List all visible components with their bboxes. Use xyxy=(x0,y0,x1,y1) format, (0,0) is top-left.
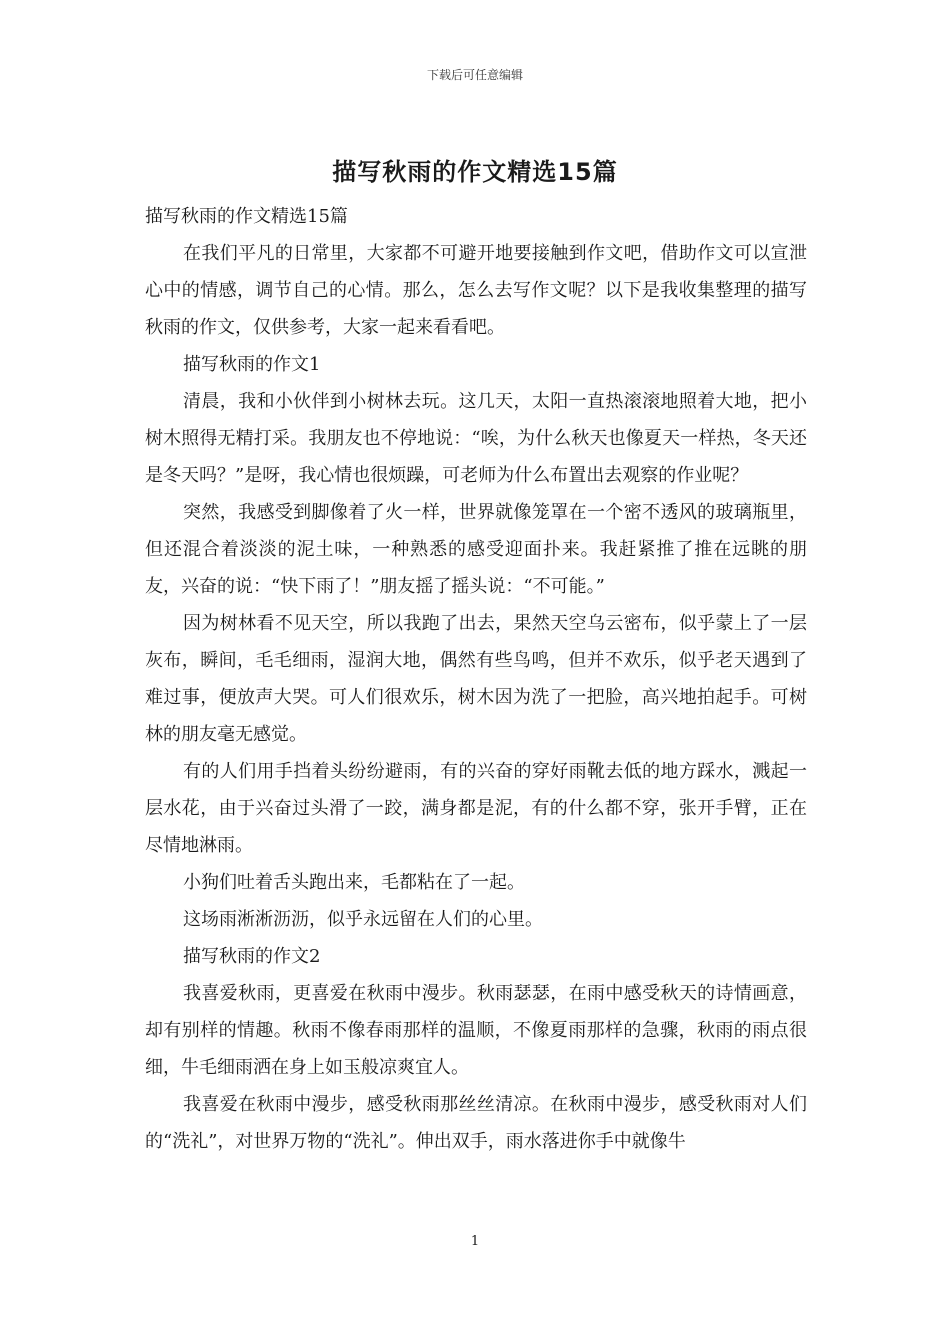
subtitle-paragraph: 描写秋雨的作文精选15篇 xyxy=(145,206,348,227)
body-paragraph: 突然，我感受到脚像着了火一样，世界就像笼罩在一个密不透风的玻璃瓶里，但还混合着淡淡的泥土味，一种熟悉的感受迎面扑来。我赶紧推了推在远眺的朋友，兴奋的说：“快下雨了！”朋友摇了摇头说：“不可能。” xyxy=(145,502,807,597)
body-paragraph: 小狗们吐着舌头跑出来，毛都粘在了一起。 xyxy=(183,872,525,893)
body-paragraph: 清晨，我和小伙伴到小树林去玩。这几天，太阳一直热滚滚地照着大地，把小树木照得无精打采。我朋友也不停地说：“唉，为什么秋天也像夏天一样热，冬天还是冬天吗？”是呀，我心情也很烦躁，可老师为什么布置出去观察的作业呢？ xyxy=(145,391,807,486)
body-paragraph: 这场雨淅淅沥沥，似乎永远留在人们的心里。 xyxy=(183,909,543,930)
section-heading-2: 描写秋雨的作文2 xyxy=(183,946,321,967)
header-note: 下载后可任意编辑 xyxy=(426,68,523,82)
body-paragraph: 我喜爱在秋雨中漫步，感受秋雨那丝丝清凉。在秋雨中漫步，感受秋雨对人们的“洗礼”，对世界万物的“洗礼”。伸出双手，雨水落进你手中就像牛 xyxy=(145,1094,807,1152)
document-title: 描写秋雨的作文精选15篇 xyxy=(332,158,618,186)
document-body xyxy=(145,198,807,1160)
intro-paragraph: 在我们平凡的日常里，大家都不可避开地要接触到作文吧，借助作文可以宣泄心中的情感，调节自己的心情。那么，怎么去写作文呢？以下是我收集整理的描写秋雨的作文，仅供参考，大家一起来看看吧。 xyxy=(145,243,807,338)
body-paragraph: 有的人们用手挡着头纷纷避雨，有的兴奋的穿好雨靴去低的地方踩水，溅起一层水花，由于兴奋过头滑了一跤，满身都是泥，有的什么都不穿，张开手臂，正在尽情地淋雨。 xyxy=(145,761,807,856)
page-number: 1 xyxy=(470,1234,480,1249)
body-paragraph: 因为树林看不见天空，所以我跑了出去，果然天空乌云密布，似乎蒙上了一层灰布，瞬间，毛毛细雨，湿润大地，偶然有些鸟鸣，但并不欢乐，似乎老天遇到了难过事，便放声大哭。可人们很欢乐，树木因为洗了一把脸，高兴地拍起手。可树林的朋友毫无感觉。 xyxy=(145,613,807,745)
section-heading-1: 描写秋雨的作文1 xyxy=(183,354,321,375)
body-paragraph: 我喜爱秋雨，更喜爱在秋雨中漫步。秋雨瑟瑟，在雨中感受秋天的诗情画意，却有别样的情趣。秋雨不像春雨那样的温顺，不像夏雨那样的急骤，秋雨的雨点很细，牛毛细雨洒在身上如玉般凉爽宜人。 xyxy=(145,983,807,1078)
